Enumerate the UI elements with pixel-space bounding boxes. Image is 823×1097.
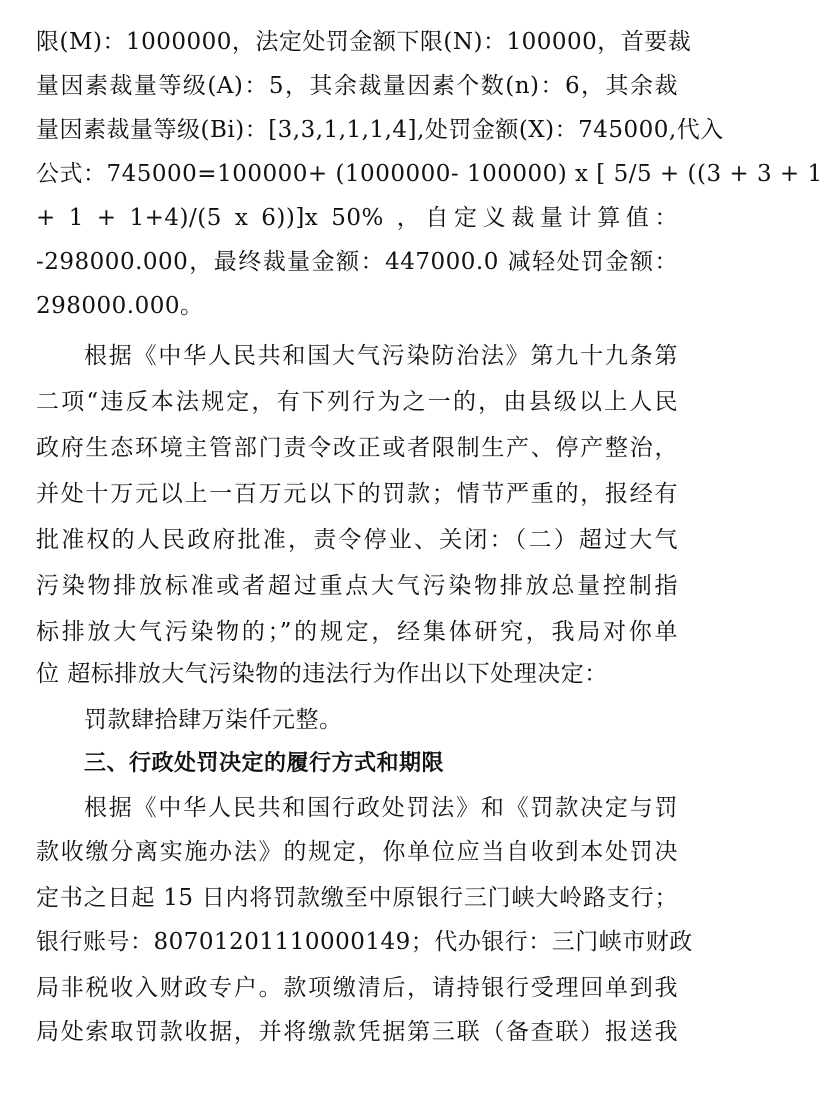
basis-line-5: 批准权的人民政府批准，责令停业、关闭：（二）超过大气 bbox=[36, 527, 678, 553]
payment-line-1: 根据《中华人民共和国行政处罚法》和《罚款决定与罚 bbox=[84, 795, 678, 821]
calc-line-7: 298000.000。 bbox=[36, 293, 204, 319]
calc-line-2: 量因素裁量等级(A)：5，其余裁量因素个数(n)：6，其余裁 bbox=[36, 73, 678, 99]
section-three-heading: 三、行政处罚决定的履行方式和期限 bbox=[84, 751, 445, 776]
calc-line-3: 量因素裁量等级(Bi)：[3,3,1,1,1,4],处罚金额(X)：745000,代入 bbox=[36, 117, 724, 143]
payment-line-6: 局处索取罚款收据，并将缴款凭据第三联（备查联）报送我 bbox=[36, 1019, 678, 1045]
basis-line-8: 位 超标排放大气污染物的违法行为作出以下处理决定： bbox=[36, 661, 608, 687]
basis-line-7: 标排放大气污染物的；”的规定，经集体研究，我局对你单 bbox=[36, 619, 678, 645]
payment-line-2: 款收缴分离实施办法》的规定，你单位应当自收到本处罚决 bbox=[36, 839, 678, 865]
payment-line-3: 定书之日起 15 日内将罚款缴至中原银行三门峡大岭路支行； bbox=[36, 885, 678, 911]
calc-line-5: + 1 + 1+4)/(5 x 6))]x 50% ，自定义裁量计算值： bbox=[36, 205, 678, 231]
payment-line-5: 局非税收入财政专户。款项缴清后，请持银行受理回单到我 bbox=[36, 975, 678, 1001]
payment-line-4: 银行账号：80701201110000149；代办银行：三门峡市财政 bbox=[36, 929, 693, 955]
basis-line-6: 污染物排放标准或者超过重点大气污染物排放总量控制指 bbox=[36, 573, 678, 599]
calc-line-4: 公式：745000=100000+ (1000000- 100000) x [ 5/5 + ((3 + 3 + 1 bbox=[36, 161, 823, 187]
basis-line-2: 二项“违反本法规定，有下列行为之一的，由县级以上人民 bbox=[36, 389, 678, 415]
fine-amount-line: 罚款肆拾肆万柒仟元整。 bbox=[84, 707, 343, 733]
basis-line-1: 根据《中华人民共和国大气污染防治法》第九十九条第 bbox=[84, 343, 678, 369]
calc-line-6: -298000.000，最终裁量金额：447000.0 减轻处罚金额： bbox=[36, 249, 678, 275]
calc-line-1: 限(M)：1000000，法定处罚金额下限(N)：100000，首要裁 bbox=[36, 29, 692, 55]
basis-line-3: 政府生态环境主管部门责令改正或者限制生产、停产整治， bbox=[36, 435, 678, 461]
basis-line-4: 并处十万元以上一百万元以下的罚款；情节严重的，报经有 bbox=[36, 481, 678, 507]
